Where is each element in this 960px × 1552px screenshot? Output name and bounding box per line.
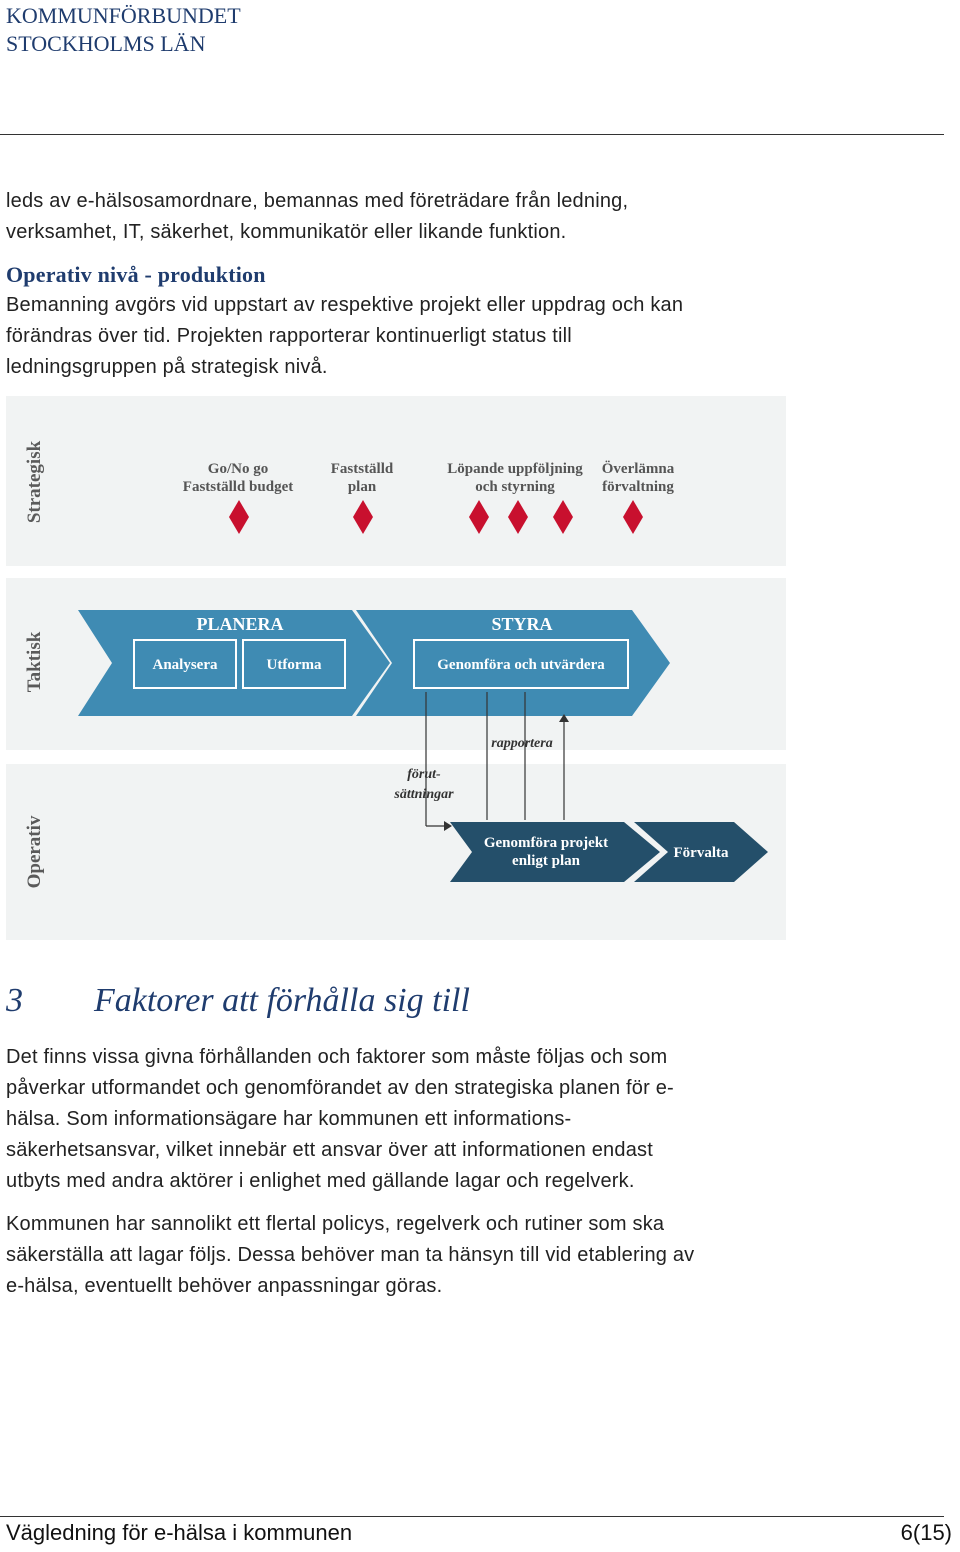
milestone-followup: Löpande uppföljning: [447, 461, 583, 477]
milestone-handover: Överlämna: [601, 461, 675, 477]
milestone-handover: förvaltning: [602, 479, 674, 495]
governance-diagram: [0, 392, 800, 944]
level-label-tactical: Taktisk: [24, 631, 45, 693]
operativ-line: Bemanning avgörs vid uppstart av respektive projekt eller uppdrag och kan: [6, 294, 684, 316]
operativ-line: ledningsgruppen på strategisk nivå.: [6, 356, 328, 378]
level-label-strategic: Strategisk: [24, 440, 45, 524]
forvalta-label: Förvalta: [673, 845, 729, 861]
milestone-go-nogo: Go/No go: [207, 461, 269, 477]
section-title: Faktorer att förhålla sig till: [94, 982, 470, 1019]
intro-line: leds av e-hälsosamordnare, bemannas med företrädare från ledning,: [6, 190, 629, 212]
organization-name-line1: KOMMUNFÖRBUNDET: [6, 3, 241, 28]
analysera-label: Analysera: [152, 657, 218, 673]
milestone-plan: Fastställd: [330, 461, 394, 477]
operativ-section: [6, 259, 936, 383]
footer-title: Vägledning för e-hälsa i kommunen: [6, 1520, 353, 1545]
level-label-operational: Operativ: [24, 815, 45, 889]
section-number: 3: [6, 982, 23, 1019]
genomfora-projekt-label: enligt plan: [512, 853, 580, 869]
rapportera-label: rapportera: [491, 736, 553, 751]
paragraph-line: säkerhetsansvar, vilket innebär ett ansvar över att informationen endast: [6, 1139, 653, 1161]
genomfora-projekt-arrow: [450, 822, 660, 882]
section3-paragraph-2: [6, 1209, 936, 1302]
genomfora-projekt-label: Genomföra projekt: [483, 835, 609, 851]
paragraph-line: påverkar utformandet och genomförandet av den strategiska planen för e-: [6, 1077, 674, 1099]
intro-line: verksamhet, IT, säkerhet, kommunikatör eller likande funktion.: [6, 221, 567, 243]
paragraph-line: hälsa. Som informationsägare har kommunen ett informations-: [6, 1108, 572, 1130]
page-number: 6(15): [900, 1520, 952, 1545]
organization-name: [6, 2, 241, 58]
styra-label: STYRA: [491, 614, 553, 634]
milestone-followup: och styrning: [475, 479, 555, 495]
paragraph-line: säkerställa att lagar följs. Dessa behöver man ta hänsyn till vid etablering av: [6, 1244, 695, 1266]
utforma-label: Utforma: [266, 657, 322, 673]
milestone-plan: plan: [347, 479, 377, 495]
paragraph-line: utbyts med andra aktörer i enlighet med gällande lagar och regelverk.: [6, 1170, 635, 1192]
forutsattningar-label: förut-: [407, 767, 441, 782]
planera-label: PLANERA: [196, 614, 284, 634]
footer-rule: [0, 1516, 944, 1517]
intro-paragraph: [6, 186, 936, 248]
organization-name-line2: STOCKHOLMS LÄN: [6, 31, 206, 56]
operativ-heading: Operativ nivå - produktion: [6, 262, 266, 287]
paragraph-line: Det finns vissa givna förhållanden och faktorer som måste följas och som: [6, 1046, 668, 1068]
genomfora-utvardera-label: Genomföra och utvärdera: [437, 657, 605, 673]
header-rule: [0, 134, 944, 135]
milestone-budget: Fastställd budget: [182, 479, 294, 495]
paragraph-line: e-hälsa, eventuellt behöver anpassningar göras.: [6, 1275, 443, 1297]
paragraph-line: Kommunen har sannolikt ett flertal policys, regelverk och rutiner som ska: [6, 1213, 665, 1235]
section-heading: [6, 982, 470, 1020]
forutsattningar-label: sättningar: [394, 787, 454, 802]
operativ-line: förändras över tid. Projekten rapporterar kontinuerligt status till: [6, 325, 572, 347]
section3-paragraph-1: [6, 1042, 936, 1197]
